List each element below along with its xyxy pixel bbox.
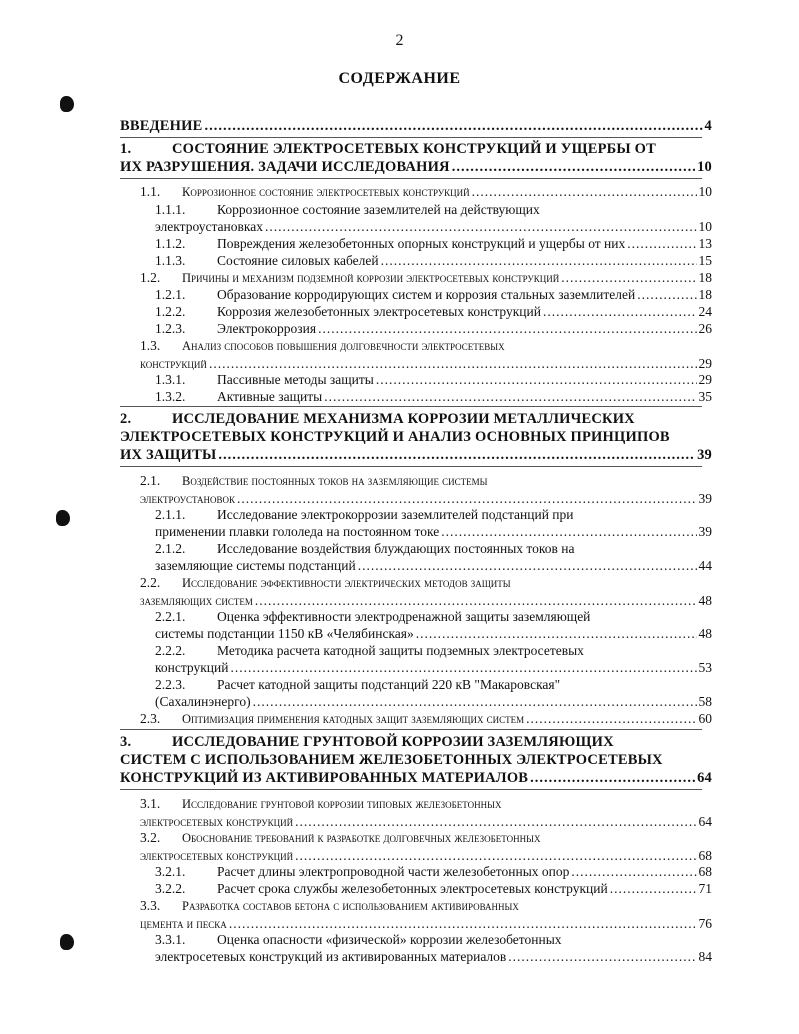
toc-entry-chapter-2[interactable]	[120, 410, 712, 464]
toc-entry-chapter-3[interactable]	[120, 733, 712, 787]
toc-title-cont: электроустановках	[155, 219, 263, 234]
toc-number: 1.1.3.	[155, 253, 186, 268]
toc-entry-3-2-2[interactable]	[155, 880, 712, 897]
toc-entry-3-3[interactable]	[140, 897, 712, 933]
toc-entry-1-2-2[interactable]	[155, 303, 712, 320]
toc-title: Оценка опасности «физической» коррозии железобетонных	[217, 932, 562, 947]
toc-page: 15	[698, 253, 712, 268]
toc-title-cont: ЭЛЕКТРОСЕТЕВЫХ КОНСТРУКЦИЙ И АНАЛИЗ ОСНОВНЫХ ПРИНЦИПОВ	[120, 429, 670, 445]
toc-title: Исследование эффективности электрических методов защиты	[182, 576, 511, 590]
toc-number: 3.2.	[140, 830, 161, 845]
toc-title: Пассивные методы защиты	[217, 372, 374, 387]
toc-title-cont: электросетевых конструкций	[140, 849, 294, 863]
toc-title: Состояние силовых кабелей	[217, 253, 379, 268]
toc-page: 39	[697, 447, 712, 463]
toc-title: ВВЕДЕНИЕ	[120, 118, 203, 134]
toc-entry-1-1[interactable]	[140, 183, 712, 201]
toc-number: 3.2.1.	[155, 864, 186, 879]
toc-page: 58	[698, 694, 712, 709]
toc-title: Разработка составов бетона с использованием активированных	[182, 899, 519, 913]
toc-title: Активные защиты	[217, 389, 323, 404]
toc-number: 2.	[120, 411, 132, 427]
toc-entry-2-2-3[interactable]	[155, 676, 712, 710]
toc-number: 3.	[120, 734, 132, 750]
toc-title-cont: электросетевых конструкций из активированных материалов	[155, 949, 507, 964]
toc-number: 1.2.1.	[155, 287, 186, 302]
toc-title: Оптимизация применения катодных защит заземляющих систем	[182, 712, 525, 726]
toc-entry-intro[interactable]	[120, 117, 712, 135]
toc-number: 2.2.	[140, 575, 161, 590]
toc-title: Расчет срока службы железобетонных электросетевых конструкций	[217, 881, 608, 896]
toc-title: Повреждения железобетонных опорных конструкций и ущербы от них	[217, 236, 626, 251]
toc-title: Оценка эффективности электродренажной защиты заземляющей	[217, 609, 591, 624]
toc-number: 1.3.	[140, 338, 161, 353]
toc-page: 48	[698, 593, 712, 608]
toc-number: 1.1.2.	[155, 236, 186, 251]
toc-page: 39	[698, 491, 712, 506]
toc-page: 10	[697, 159, 712, 175]
toc-page: 29	[698, 356, 712, 371]
toc-page: 76	[698, 916, 712, 931]
toc-title: Расчет катодной защиты подстанций 220 кВ "Макаровская"	[217, 677, 561, 692]
toc-entry-1-2-3[interactable]	[155, 320, 712, 337]
toc-entry-3-2[interactable]	[140, 829, 712, 865]
divider	[120, 789, 702, 790]
toc-number: 1.	[120, 141, 132, 157]
toc-title: Обоснование требований к разработке долговечных железобетонных	[182, 831, 541, 845]
toc-title-cont: заземляющих систем	[140, 594, 253, 608]
toc-page: 10	[698, 184, 712, 199]
toc-title: Коррозионное состояние заземлителей на действующих	[217, 202, 540, 217]
toc-number: 3.3.1.	[155, 932, 186, 947]
toc-page: 39	[698, 524, 712, 539]
toc-entry-2-2-2[interactable]	[155, 642, 712, 676]
toc-page: 24	[698, 304, 712, 319]
toc-title: Анализ способов повышения долговечности электросетевых	[182, 339, 505, 353]
toc-entry-1-1-1[interactable]	[155, 201, 712, 235]
toc-title-cont: (Сахалинэнерго)	[155, 694, 251, 709]
toc-title-cont: КОНСТРУКЦИЙ ИЗ АКТИВИРОВАННЫХ МАТЕРИАЛОВ	[120, 770, 529, 786]
toc-entry-1-1-3[interactable]	[155, 252, 712, 269]
divider	[120, 466, 702, 467]
toc-number: 2.1.2.	[155, 541, 186, 556]
toc-title: Причины и механизм подземной коррозии электросетевых конструкций	[182, 271, 560, 285]
toc-page: 53	[698, 660, 712, 675]
toc-title: ИССЛЕДОВАНИЕ МЕХАНИЗМА КОРРОЗИИ МЕТАЛЛИЧЕСКИХ	[172, 411, 635, 427]
toc-entry-3-2-1[interactable]	[155, 863, 712, 880]
toc-number: 1.2.3.	[155, 321, 186, 336]
toc-entry-1-1-2[interactable]	[155, 235, 712, 252]
toc-page: 10	[698, 219, 712, 234]
toc-entry-3-1[interactable]	[140, 795, 712, 831]
toc-title-cont: применении плавки гололеда на постоянном токе	[155, 524, 440, 539]
toc-entry-3-3-1[interactable]	[155, 931, 712, 965]
toc-entry-2-1-1[interactable]	[155, 506, 712, 540]
toc-page: 68	[698, 848, 712, 863]
toc-title: Коррозионное состояние электросетевых конструкций	[182, 185, 470, 199]
toc-title-cont: электроустановок	[140, 492, 236, 506]
toc-title: Расчет длины электропроводной части железобетонных опор	[217, 864, 570, 879]
toc-page: 68	[698, 864, 712, 879]
page-title: СОДЕРЖАНИЕ	[338, 70, 461, 87]
toc-number: 1.3.2.	[155, 389, 186, 404]
toc-number: 1.1.1.	[155, 202, 186, 217]
toc-number: 2.3.	[140, 711, 161, 726]
toc-page: 48	[698, 626, 712, 641]
toc-page: 84	[698, 949, 712, 964]
toc-number: 2.1.1.	[155, 507, 186, 522]
toc-page: 26	[698, 321, 712, 336]
toc-title: Электрокоррозия	[217, 321, 317, 336]
toc-title-cont: конструкций	[155, 660, 229, 675]
scan-mark-top	[60, 96, 74, 112]
toc-page: 35	[698, 389, 712, 404]
toc-page: 29	[698, 372, 712, 387]
toc-title: Исследование электрокоррозии заземлителей подстанций при	[217, 507, 574, 522]
toc-title: Воздействие постоянных токов на заземляющие системы	[182, 474, 488, 488]
scan-mark-bottom	[60, 934, 74, 950]
toc-entry-1-3-1[interactable]	[155, 371, 712, 388]
toc-number: 3.3.	[140, 898, 161, 913]
toc-entry-2-2[interactable]	[140, 574, 712, 610]
toc-page: 18	[698, 270, 712, 285]
toc-entry-1-2-1[interactable]	[155, 286, 712, 303]
toc-title-cont: ИХ РАЗРУШЕНИЯ. ЗАДАЧИ ИССЛЕДОВАНИЯ	[120, 159, 450, 175]
toc-page: 64	[698, 814, 712, 829]
toc-title: СОСТОЯНИЕ ЭЛЕКТРОСЕТЕВЫХ КОНСТРУКЦИЙ И УЩЕРБЫ ОТ	[172, 141, 657, 157]
toc-page: 18	[698, 287, 712, 302]
toc-page: 44	[698, 558, 712, 573]
divider	[120, 729, 702, 730]
toc-entry-2-2-1[interactable]	[155, 608, 712, 642]
toc-title-cont: ИХ ЗАЩИТЫ	[120, 447, 217, 463]
toc-number: 2.1.	[140, 473, 161, 488]
toc-number: 1.2.	[140, 270, 161, 285]
toc-page: 64	[697, 770, 712, 786]
toc-page: 60	[698, 711, 712, 726]
toc-title-cont: системы подстанции 1150 кВ «Челябинская»	[155, 626, 414, 641]
toc-page: 4	[704, 118, 712, 134]
toc-number: 2.2.2.	[155, 643, 186, 658]
toc-page: 13	[698, 236, 712, 251]
toc-title-cont: заземляющие системы подстанций	[155, 558, 356, 573]
toc-entry-2-1[interactable]	[140, 472, 712, 508]
page-number: 2	[395, 32, 404, 49]
toc-title: Методика расчета катодной защиты подземных электросетевых	[217, 643, 584, 658]
toc-title-cont: конструкций	[140, 357, 207, 371]
toc-entry-1-3[interactable]	[140, 337, 712, 373]
toc-page: 71	[698, 881, 712, 896]
toc-title-cont: электросетевых конструкций	[140, 815, 294, 829]
toc-title: Исследование воздействия блуждающих постоянных токов на	[217, 541, 575, 556]
toc-number: 1.2.2.	[155, 304, 186, 319]
toc-title: Исследование грунтовой коррозии типовых железобетонных	[182, 797, 502, 811]
toc-number: 3.2.2.	[155, 881, 186, 896]
divider	[120, 178, 702, 179]
toc-title-cont: цемента и песка	[140, 917, 227, 931]
scan-mark-middle	[56, 510, 70, 526]
toc-title: Образование корродирующих систем и коррозия стальных заземлителей	[217, 287, 636, 302]
divider	[120, 406, 702, 407]
toc-entry-1-2[interactable]	[140, 269, 712, 287]
toc-entry-1-3-2[interactable]	[155, 388, 712, 405]
toc-title: Коррозия железобетонных электросетевых конструкций	[217, 304, 541, 319]
toc-entry-2-3[interactable]	[140, 710, 712, 728]
toc-title-cont: СИСТЕМ С ИСПОЛЬЗОВАНИЕМ ЖЕЛЕЗОБЕТОННЫХ ЭЛЕКТРОСЕТЕВЫХ	[120, 752, 663, 768]
toc-title: ИССЛЕДОВАНИЕ ГРУНТОВОЙ КОРРОЗИИ ЗАЗЕМЛЯЮЩИХ	[172, 734, 614, 750]
toc-entry-2-1-2[interactable]	[155, 540, 712, 574]
divider	[120, 137, 702, 138]
toc-entry-chapter-1[interactable]	[120, 140, 712, 176]
toc-number: 3.1.	[140, 796, 161, 811]
toc-number: 2.2.1.	[155, 609, 186, 624]
toc-number: 1.3.1.	[155, 372, 186, 387]
toc-number: 2.2.3.	[155, 677, 186, 692]
toc-number: 1.1.	[140, 184, 161, 199]
